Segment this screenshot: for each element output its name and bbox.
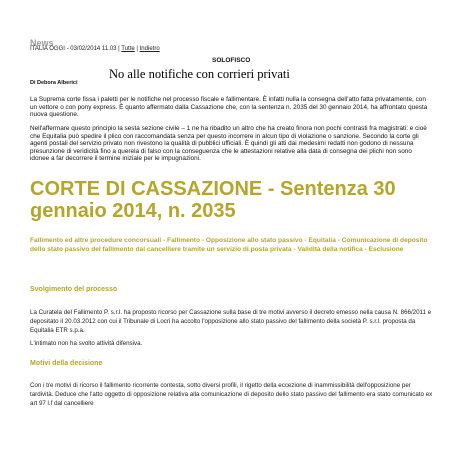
section-title-motivi: Motivi della decisione: [30, 360, 103, 367]
link-tutte[interactable]: Tutte: [121, 46, 135, 52]
section-note-intimato: L'intimato non ha svolto attività difensiva.: [30, 340, 143, 347]
article-author: Di Debora Alberici: [30, 80, 78, 86]
source-date: ITALIA OGGI - 03/02/2014 11.03 |: [30, 46, 122, 52]
link-indietro[interactable]: Indietro: [139, 46, 160, 52]
ruling-subtitle: Fallimento ed altre procedure concorsuali - Fallimento - Opposizione allo stato passivo - Equitalia - Comunicazione di deposito dello stato passivo del fallimento dal cancelliere tramite un servizio di posta privata - Validità della notifica - Esclusione: [30, 237, 428, 254]
category-label: SOLOFISCO: [212, 57, 251, 64]
section-body-motivi: Con i tre motivi di ricorso il fallimento ricorrente contesta, sotto diversi profili, il rigetto della eccezione di inammissibilità dell'opposizione per tardività. Deduce che l'atto oggetto di opposizione relativa alla comunicazione di deposito dello stato passivo del fallimento era stato comunicato ex art 97 l.f dal cancelliere: [30, 382, 433, 408]
meta-separator: |: [134, 46, 140, 52]
article-paragraph-1: La Suprema corte fissa i paletti per le notifiche nel processo fiscale e fallimentare. È infatti nulla la consegna dell'atto fatta privatamente, con un vettore o con pony express. È quanto affermato dalla Cassazione che, con la sentenza n. 2035 del 30 gennaio 2014, ha affrontato questa nuova questione.: [30, 96, 428, 119]
section-body-svolgimento: La Curatela del Fallimento P. s.r.l. ha proposto ricorso per Cassazione sulla base di tre motivi avverso il decreto emesso nella causa N. 866/2011 e depositato il 20.03.2012 con cui il Tribunale di Locri ha accolto l'opposizione allo stato passivo del fallimento della società P. s.r.l. proposta da Equitalia ETR s.p.a.: [30, 309, 432, 335]
section-title-svolgimento: Svolgimento del processo: [30, 286, 118, 293]
news-label: News: [30, 38, 54, 48]
ruling-title: CORTE DI CASSAZIONE - Sentenza 30 gennaio 2014, n. 2035: [30, 178, 396, 222]
article-paragraph-2: Nell'affermare questo principio la sesta sezione civile – 1 ne ha ribadito un altro che ha creato finora non pochi contrasti fra magistrati: e cioè che Equitalia può spedire il plico con raccomandata senza per questo incorrere in alcun tipo di violazione o sanzione. Secondo la corte gli agenti postali del servizio privato non rivestono la qualità di pubblici ufficiali. È quindi gli atti dai medesimi redatti non godono di nessuna presunzione di veridicità fino a querela di falso con la conseguenza che le attestazioni relative alla data di consegna dei plichi non sono idonee a far decorrere il termine iniziale per le impugnazioni.: [30, 125, 427, 163]
article-headline: No alle notifiche con corrieri privati: [109, 67, 290, 81]
article-meta: [30, 46, 160, 52]
